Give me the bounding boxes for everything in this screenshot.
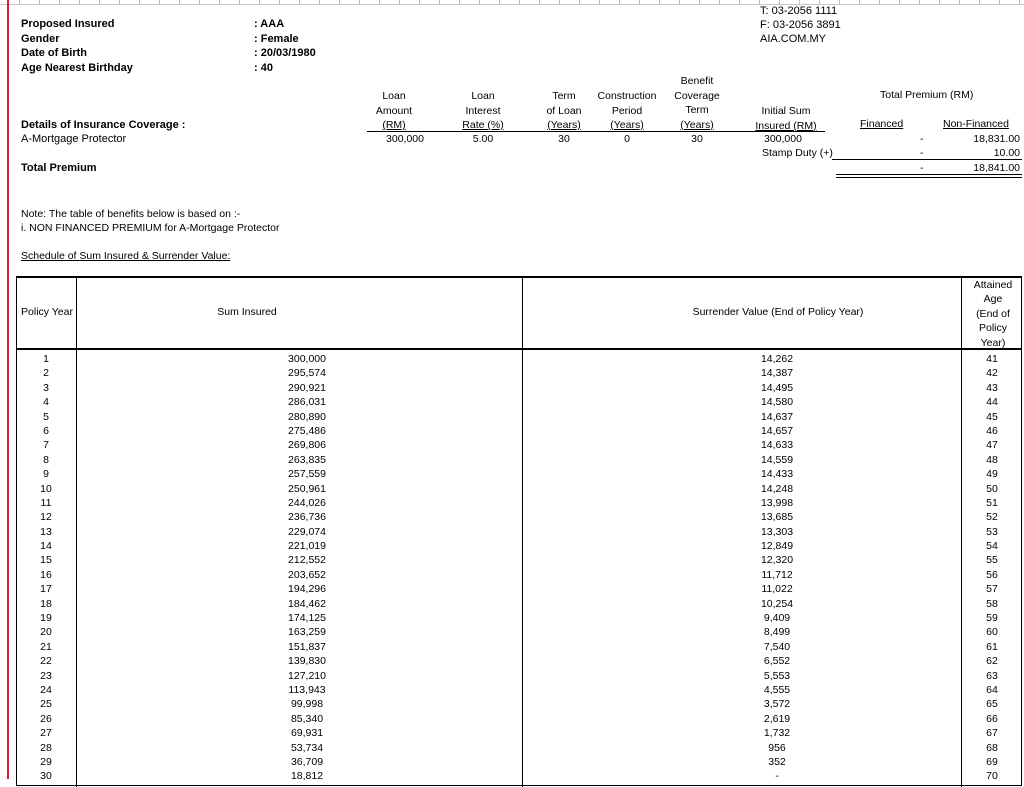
- cell-policy-year: 18: [40, 597, 52, 610]
- table-row: [16, 741, 1022, 755]
- cell-policy-year: 17: [40, 583, 52, 596]
- table-row: [16, 438, 1022, 452]
- cell-sum-insured: 18,812: [290, 770, 324, 783]
- table-row: [16, 625, 1022, 639]
- total-premium-financed: -: [920, 162, 924, 174]
- total-rule-1: [836, 174, 1022, 175]
- cell-attained-age: 59: [986, 612, 998, 625]
- cell-policy-year: 13: [40, 525, 52, 538]
- cell-surrender-value: 14,387: [760, 367, 794, 380]
- cell-surrender-value: -: [775, 770, 779, 783]
- cell-policy-year: 22: [40, 655, 52, 668]
- cell-policy-year: 12: [40, 511, 52, 524]
- cell-attained-age: 66: [986, 712, 998, 725]
- cell-attained-age: 62: [986, 655, 998, 668]
- cell-policy-year: 1: [43, 353, 49, 365]
- cell-sum-insured: 229,074: [288, 525, 326, 538]
- stamp-duty-label: Stamp Duty (+): [762, 147, 833, 159]
- cell-sum-insured: 236,736: [288, 511, 326, 524]
- plan-name: A-Mortgage Protector: [21, 133, 127, 145]
- cell-attained-age: 55: [986, 554, 998, 567]
- table-row: [16, 640, 1022, 654]
- stamp-duty-rule: [832, 159, 1022, 160]
- coverage-section-label: Details of Insurance Coverage :: [21, 119, 186, 131]
- cell-policy-year: 20: [40, 626, 52, 639]
- coverage-header-rule: [367, 131, 825, 132]
- cell-policy-year: 10: [40, 482, 52, 495]
- cell-sum-insured: 295,574: [288, 367, 326, 380]
- cell-sum-insured: 290,921: [288, 381, 326, 394]
- cell-policy-year: 23: [40, 669, 52, 682]
- table-row: [16, 755, 1022, 769]
- schedule-rows: [16, 352, 1022, 784]
- cell-attained-age: 70: [986, 770, 998, 783]
- cell-surrender-value: 14,262: [760, 353, 794, 365]
- cell-sum-insured: 286,031: [288, 396, 326, 409]
- cell-attained-age: 51: [986, 496, 998, 509]
- cell-policy-year: 16: [40, 568, 52, 581]
- header-construction-period: Construction Period (Years): [597, 90, 657, 131]
- table-row: [16, 410, 1022, 424]
- insured-label-dob: Date of Birth: [21, 47, 87, 59]
- cell-attained-age: 57: [986, 583, 998, 596]
- cell-sum-insured: 257,559: [288, 468, 326, 481]
- contact-website: AIA.COM.MY: [760, 33, 827, 45]
- note-line-1: Note: The table of benefits below is based on :-: [21, 208, 241, 220]
- value-term-of-loan: 30: [558, 133, 570, 145]
- cell-surrender-value: 352: [768, 755, 786, 768]
- insured-value-name: : AAA: [254, 18, 285, 30]
- cell-attained-age: 47: [986, 439, 998, 452]
- cell-sum-insured: 139,830: [288, 655, 326, 668]
- cell-policy-year: 6: [43, 424, 49, 437]
- table-row: [16, 482, 1022, 496]
- cell-sum-insured: 221,019: [288, 540, 326, 553]
- cell-policy-year: 29: [40, 755, 52, 768]
- cell-sum-insured: 250,961: [288, 482, 326, 495]
- cell-surrender-value: 1,732: [763, 727, 791, 740]
- cell-surrender-value: 14,248: [760, 482, 794, 495]
- cell-sum-insured: 99,998: [290, 698, 324, 711]
- cell-policy-year: 5: [43, 410, 49, 423]
- value-benefit-term: 30: [691, 133, 703, 145]
- value-loan-amount: 300,000: [386, 133, 424, 145]
- cell-policy-year: 15: [40, 554, 52, 567]
- value-non-financed: 18,831.00: [973, 133, 1020, 145]
- table-row: [16, 539, 1022, 553]
- value-initial-sum: 300,000: [764, 133, 802, 145]
- cell-policy-year: 8: [43, 453, 49, 466]
- cell-sum-insured: 127,210: [288, 669, 326, 682]
- cell-attained-age: 50: [986, 482, 998, 495]
- cell-attained-age: 42: [986, 367, 998, 380]
- table-row: [16, 726, 1022, 740]
- header-loan-interest: Loan Interest Rate (%): [462, 90, 504, 131]
- value-financed: -: [920, 133, 924, 145]
- insured-value-gender: : Female: [254, 33, 299, 45]
- cell-attained-age: 68: [986, 741, 998, 754]
- insured-value-dob: : 20/03/1980: [254, 47, 316, 59]
- insured-value-age: : 40: [254, 62, 273, 74]
- stamp-duty-financed: -: [920, 147, 924, 159]
- insured-label-name: Proposed Insured: [21, 18, 115, 30]
- schedule-title: Schedule of Sum Insured & Surrender Value:: [21, 250, 231, 262]
- cell-policy-year: 9: [43, 468, 49, 481]
- cell-policy-year: 25: [40, 698, 52, 711]
- cell-sum-insured: 151,837: [288, 640, 326, 653]
- table-row: [16, 597, 1022, 611]
- cell-attained-age: 67: [986, 727, 998, 740]
- cell-surrender-value: 11,712: [761, 568, 793, 581]
- cell-attained-age: 56: [986, 568, 998, 581]
- cell-sum-insured: 113,943: [288, 683, 326, 696]
- cell-attained-age: 41: [986, 353, 998, 365]
- cell-sum-insured: 174,125: [288, 612, 326, 625]
- header-total-premium: Total Premium (RM): [880, 89, 974, 101]
- value-construction: 0: [624, 133, 630, 145]
- cell-surrender-value: 14,657: [760, 424, 794, 437]
- table-header-rule: [16, 348, 1022, 350]
- top-ruler: [0, 0, 1024, 5]
- note-line-2: i. NON FINANCED PREMIUM for A-Mortgage Protector: [21, 222, 280, 234]
- cell-attained-age: 63: [986, 669, 998, 682]
- insured-label-age: Age Nearest Birthday: [21, 62, 133, 74]
- cell-policy-year: 27: [40, 727, 52, 740]
- cell-sum-insured: 194,296: [288, 583, 326, 596]
- table-row: [16, 424, 1022, 438]
- total-premium-label: Total Premium: [21, 162, 97, 174]
- page-margin-line: [7, 0, 9, 779]
- cell-sum-insured: 280,890: [288, 410, 326, 423]
- cell-sum-insured: 263,835: [288, 453, 326, 466]
- table-row: [16, 712, 1022, 726]
- cell-sum-insured: 212,552: [288, 554, 326, 567]
- cell-surrender-value: 14,580: [760, 396, 794, 409]
- cell-attained-age: 46: [986, 424, 998, 437]
- table-row: [16, 366, 1022, 380]
- cell-surrender-value: 2,619: [763, 712, 791, 725]
- insured-label-gender: Gender: [21, 33, 60, 45]
- cell-policy-year: 19: [40, 612, 52, 625]
- contact-phone: T: 03-2056 1111: [760, 5, 838, 17]
- cell-attained-age: 58: [986, 597, 998, 610]
- table-row: [16, 568, 1022, 582]
- th-attained-age: Attained Age (End of Policy Year): [973, 279, 1013, 349]
- cell-sum-insured: 36,709: [290, 755, 324, 768]
- header-term-of-loan: Term of Loan (Years): [546, 90, 582, 131]
- cell-attained-age: 43: [986, 381, 998, 394]
- cell-policy-year: 7: [43, 439, 49, 452]
- cell-attained-age: 61: [986, 640, 998, 653]
- cell-attained-age: 65: [986, 698, 998, 711]
- cell-policy-year: 11: [40, 496, 52, 509]
- header-non-financed: Non-Financed: [943, 118, 1009, 130]
- cell-attained-age: 52: [986, 511, 998, 524]
- cell-surrender-value: 956: [768, 741, 786, 754]
- header-initial-sum: Initial Sum Insured (RM): [755, 105, 817, 132]
- table-row: [16, 654, 1022, 668]
- cell-surrender-value: 3,572: [763, 698, 791, 711]
- table-row: [16, 769, 1022, 783]
- cell-surrender-value: 12,320: [760, 554, 794, 567]
- table-row: [16, 582, 1022, 596]
- cell-surrender-value: 13,303: [760, 525, 794, 538]
- value-loan-interest: 5.00: [472, 133, 494, 145]
- cell-surrender-value: 13,998: [760, 496, 794, 509]
- cell-surrender-value: 14,433: [760, 468, 794, 481]
- cell-surrender-value: 14,637: [760, 410, 794, 423]
- stamp-duty-non-financed: 10.00: [993, 147, 1020, 159]
- cell-attained-age: 69: [986, 755, 998, 768]
- cell-surrender-value: 5,553: [763, 669, 791, 682]
- cell-surrender-value: 9,409: [763, 612, 791, 625]
- table-row: [16, 496, 1022, 510]
- cell-surrender-value: 14,559: [760, 453, 794, 466]
- table-row: [16, 525, 1022, 539]
- cell-sum-insured: 184,462: [288, 597, 326, 610]
- cell-policy-year: 3: [43, 381, 49, 394]
- cell-attained-age: 45: [986, 410, 998, 423]
- table-row: [16, 669, 1022, 683]
- table-row: [16, 395, 1022, 409]
- cell-surrender-value: 13,685: [760, 511, 794, 524]
- table-row: [16, 510, 1022, 524]
- th-surrender-value: Surrender Value (End of Policy Year): [692, 306, 864, 318]
- total-rule-2: [836, 177, 1022, 178]
- table-row: [16, 611, 1022, 625]
- table-row: [16, 697, 1022, 711]
- table-row: [16, 467, 1022, 481]
- cell-attained-age: 53: [986, 525, 998, 538]
- cell-sum-insured: 85,340: [290, 712, 324, 725]
- cell-surrender-value: 12,849: [760, 540, 794, 553]
- cell-sum-insured: 244,026: [288, 496, 326, 509]
- table-row: [16, 381, 1022, 395]
- th-sum-insured: Sum Insured: [217, 306, 277, 318]
- th-policy-year: Policy Year: [21, 306, 73, 318]
- cell-sum-insured: 300,000: [288, 353, 326, 365]
- cell-surrender-value: 8,499: [763, 626, 791, 639]
- cell-sum-insured: 69,931: [290, 727, 324, 740]
- header-loan-amount: Loan Amount (RM): [375, 90, 413, 131]
- cell-attained-age: 64: [986, 683, 998, 696]
- total-premium-non-financed: 18,841.00: [973, 162, 1020, 174]
- cell-policy-year: 2: [43, 367, 49, 380]
- cell-policy-year: 4: [43, 396, 49, 409]
- table-row: [16, 683, 1022, 697]
- cell-attained-age: 48: [986, 453, 998, 466]
- cell-attained-age: 54: [986, 540, 998, 553]
- cell-sum-insured: 163,259: [288, 626, 326, 639]
- cell-sum-insured: 269,806: [288, 439, 326, 452]
- cell-attained-age: 60: [986, 626, 998, 639]
- cell-surrender-value: 14,495: [760, 381, 794, 394]
- cell-surrender-value: 11,022: [761, 583, 793, 596]
- cell-policy-year: 14: [40, 540, 52, 553]
- cell-sum-insured: 275,486: [288, 424, 326, 437]
- cell-attained-age: 44: [986, 396, 998, 409]
- cell-policy-year: 30: [40, 770, 52, 783]
- cell-surrender-value: 7,540: [763, 640, 791, 653]
- cell-surrender-value: 6,552: [763, 655, 791, 668]
- cell-policy-year: 24: [40, 683, 52, 696]
- cell-policy-year: 21: [40, 640, 52, 653]
- cell-sum-insured: 53,734: [290, 741, 324, 754]
- table-row: [16, 453, 1022, 467]
- header-benefit-term: Benefit Coverage Term (Years): [674, 75, 720, 131]
- cell-surrender-value: 4,555: [763, 683, 791, 696]
- cell-attained-age: 49: [986, 468, 998, 481]
- contact-fax: F: 03-2056 3891: [760, 19, 841, 31]
- cell-sum-insured: 203,652: [288, 568, 326, 581]
- table-row: [16, 352, 1022, 366]
- cell-surrender-value: 10,254: [760, 597, 794, 610]
- header-financed: Financed: [860, 118, 904, 130]
- cell-surrender-value: 14,633: [760, 439, 794, 452]
- cell-policy-year: 26: [40, 712, 52, 725]
- cell-policy-year: 28: [40, 741, 52, 754]
- table-row: [16, 553, 1022, 567]
